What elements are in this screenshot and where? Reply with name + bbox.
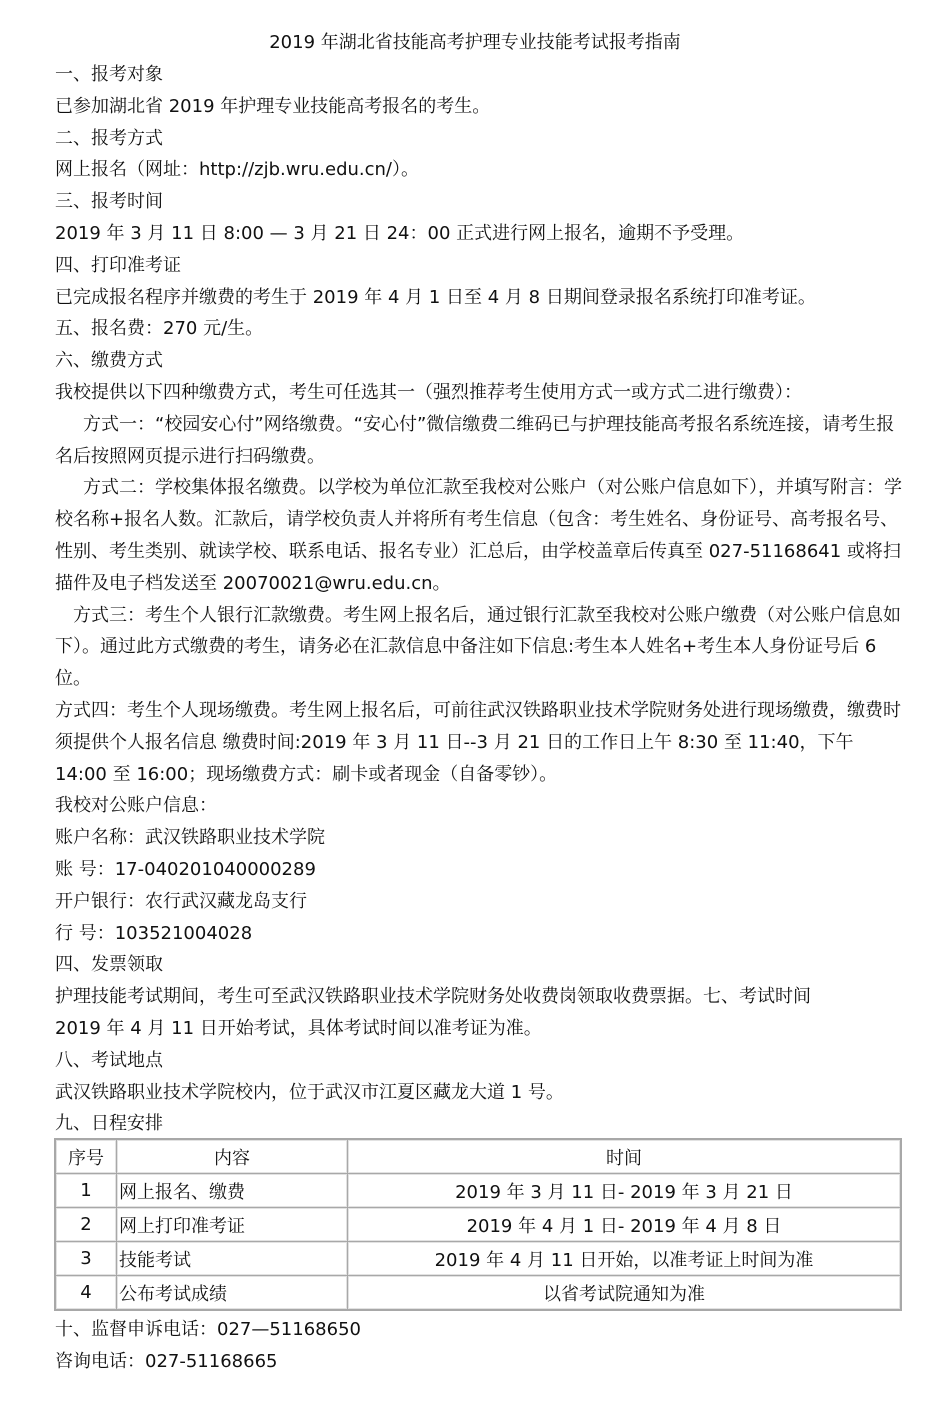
table-row <box>55 1242 901 1276</box>
cell-content: 网上打印准考证 <box>117 1208 348 1242</box>
text-time: 2019 年 3 月 11 日 8:00 — 3 月 21 日 24：00 正式进行网上报名，逾期不予受理。 <box>55 222 745 244</box>
heading-time: 三、报考时间 <box>55 191 163 213</box>
text-payment-intro: 我校提供以下四种缴费方式，考生可任选其一（强烈推荐考生使用方式一或方式二进行缴费）： <box>55 381 802 403</box>
heading-invoice: 四、发票领取 <box>55 954 163 976</box>
contact-footer <box>55 1314 905 1378</box>
payment-method-4: 方式四：考生个人现场缴费。考生网上报名后，可前往武汉铁路职业技术学院财务处进行现场缴费，缴费时须提供个人报名信息 缴费时间:2019 年 3 月 11 日--3 月 21 日的工作日上午 8:30 至 11:40，下午 14:00 至 16:00；现场缴费方式：刷卡或者现金（自备零钞）。 <box>55 699 901 785</box>
payment-method-3: 方式三：考生个人银行汇款缴费。考生网上报名后，通过银行汇款至我校对公账户缴费（对公账户信息如下）。通过此方式缴费的考生，请务必在汇款信息中备注如下信息:考生本人姓名+考生本人身份证号后 6 位。 <box>55 604 901 690</box>
header-time: 时间 <box>348 1139 902 1174</box>
text-invoice: 护理技能考试期间，考生可至武汉铁路职业技术学院财务处收费岗领取收费票据。七、考试时间 <box>55 986 811 1008</box>
heading-method: 二、报考方式 <box>55 127 163 149</box>
table-row <box>55 1208 901 1242</box>
header-index: 序号 <box>55 1139 117 1174</box>
heading-schedule: 九、日程安排 <box>55 1113 163 1135</box>
account-bank: 开户银行：农行武汉藏龙岛支行 <box>55 890 307 912</box>
text-fee: 五、报名费：270 元/生。 <box>55 318 264 340</box>
cell-index: 3 <box>55 1242 117 1276</box>
cell-content: 网上报名、缴费 <box>117 1174 348 1208</box>
cell-index: 1 <box>55 1174 117 1208</box>
payment-method-2: 方式二：学校集体报名缴费。以学校为单位汇款至我校对公账户（对公账户信息如下），并填写附言：学校名称+报名人数。汇款后，请学校负责人并将所有考生信息（包含：考生姓名、身份证号、高考报名号、性别、考生类别、就读学校、联系电话、报名专业）汇总后，由学校盖章后传真至 027-51168641 或将扫描件及电子档发送至 20070021@wru.edu.cn。 <box>55 477 902 594</box>
header-content: 内容 <box>117 1139 348 1174</box>
cell-content: 公布考试成绩 <box>117 1276 348 1311</box>
text-exam-time: 2019 年 4 月 11 日开始考试，具体考试时间以准考证为准。 <box>55 1017 542 1039</box>
text-exam-location: 武汉铁路职业技术学院校内，位于武汉市江夏区藏龙大道 1 号。 <box>55 1081 564 1103</box>
account-name: 账户名称：武汉铁路职业技术学院 <box>55 827 325 849</box>
heading-admission-ticket: 四、打印准考证 <box>55 254 181 276</box>
complaint-phone: 十、监督申诉电话：027—51168650 <box>55 1319 361 1340</box>
cell-time: 2019 年 4 月 11 日开始，以准考证上时间为准 <box>348 1242 902 1276</box>
account-heading: 我校对公账户信息： <box>55 795 217 817</box>
cell-content: 技能考试 <box>117 1242 348 1276</box>
text-method: 网上报名（网址：http://zjb.wru.edu.cn/）。 <box>55 159 419 181</box>
cell-index: 2 <box>55 1208 117 1242</box>
account-number: 账 号：17-040201040000289 <box>55 858 316 880</box>
cell-time: 2019 年 4 月 1 日- 2019 年 4 月 8 日 <box>348 1208 902 1242</box>
heading-exam-location: 八、考试地点 <box>55 1049 163 1071</box>
guide-body <box>55 59 905 1140</box>
account-bank-code: 行 号：103521004028 <box>55 922 253 944</box>
cell-time: 2019 年 3 月 11 日- 2019 年 3 月 21 日 <box>348 1174 902 1208</box>
table-header-row <box>55 1139 901 1174</box>
page-title: 2019 年湖北省技能高考护理专业技能考试报考指南 <box>269 32 681 53</box>
table-row <box>55 1276 901 1311</box>
heading-applicants: 一、报考对象 <box>55 64 163 85</box>
cell-index: 4 <box>55 1276 117 1311</box>
text-applicants: 已参加湖北省 2019 年护理专业技能高考报名的考生。 <box>55 95 491 117</box>
text-admission-ticket: 已完成报名程序并缴费的考生于 2019 年 4 月 1 日至 4 月 8 日期间登录报名系统打印准考证。 <box>55 286 816 308</box>
schedule-table <box>54 1138 902 1311</box>
table-row <box>55 1174 901 1208</box>
payment-method-1: 方式一：“校园安心付”网络缴费。“安心付”微信缴费二维码已与护理技能高考报名系统连接，请考生报名后按照网页提示进行扫码缴费。 <box>55 413 895 467</box>
heading-payment: 六、缴费方式 <box>55 350 163 372</box>
cell-time: 以省考试院通知为准 <box>348 1276 902 1311</box>
inquiry-phone: 咨询电话：027-51168665 <box>55 1350 278 1372</box>
